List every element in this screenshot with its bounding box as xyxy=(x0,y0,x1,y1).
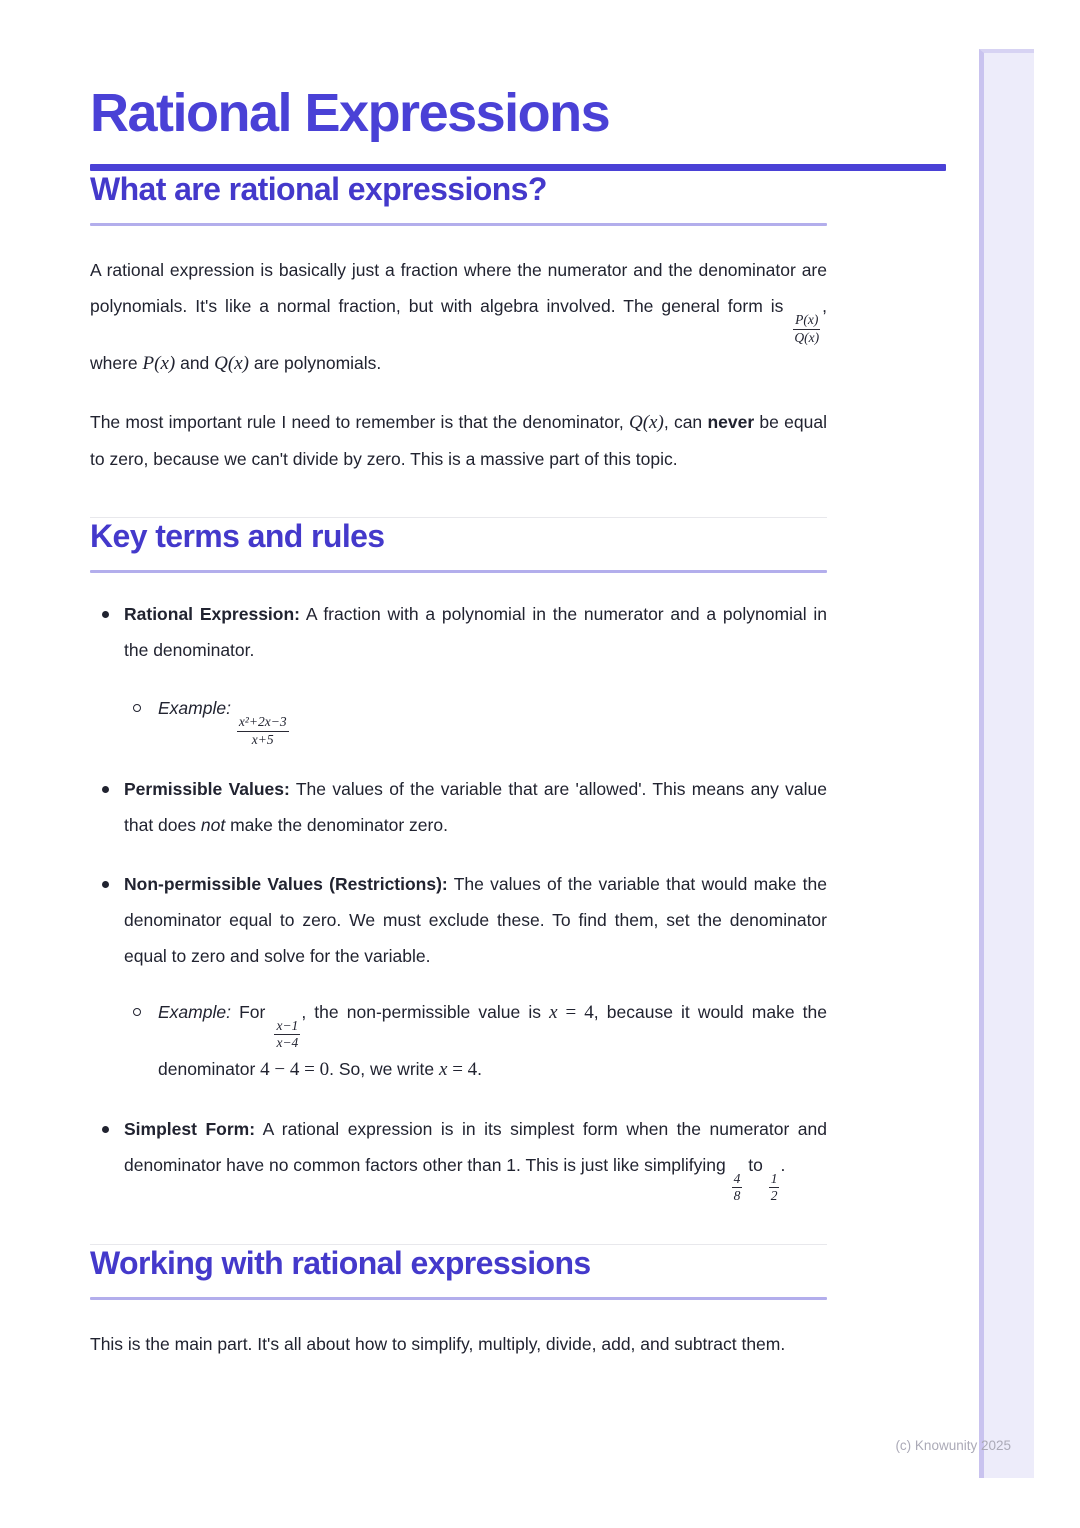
math-run: P(x) xyxy=(142,353,176,375)
example-label: Example: xyxy=(158,1001,231,1022)
paragraph-intro-1 xyxy=(90,252,827,382)
math-run: x xyxy=(439,1058,448,1080)
fraction-numerator: 1 xyxy=(769,1171,780,1188)
fraction-four-eighths xyxy=(731,1171,744,1204)
term-lead: Permissible Values: xyxy=(124,778,290,799)
bullet-dot-icon xyxy=(102,611,109,618)
text-run: , because it would make the denominator xyxy=(158,1001,828,1079)
math-run: 4 − 4 = 0 xyxy=(260,1058,330,1080)
emphasis-not: not xyxy=(200,814,226,835)
fraction-numerator: P(x) xyxy=(793,312,820,329)
text-run: , the non-permissible value is xyxy=(301,1001,550,1022)
section-heading-working: Working with rational expressions xyxy=(90,1245,591,1282)
scrollbar-track[interactable] xyxy=(979,49,1034,1478)
math-run: x xyxy=(549,1001,558,1023)
paragraph-working: This is the main part. It's all about how to simplify, multiply, divide, add, and subtract them. xyxy=(90,1334,786,1355)
paragraph-intro-2 xyxy=(90,404,827,477)
fraction-denominator: 8 xyxy=(733,1188,741,1204)
fraction-one-half xyxy=(768,1171,781,1204)
list-item-rational-expression xyxy=(90,596,827,747)
bullet-dot-icon xyxy=(102,881,109,888)
math-run: = 4 xyxy=(557,1001,594,1023)
fraction-example-1 xyxy=(236,714,290,747)
emphasis-never: never xyxy=(707,412,755,433)
text-run: and xyxy=(175,353,215,374)
bullet-dot-icon xyxy=(102,1126,109,1133)
text-run: A rational expression is basically just a fraction where the numerator and the denominator are polynomials. It's like a normal fraction, but with algebra involved. The general form is xyxy=(90,260,827,317)
fraction-example-2 xyxy=(273,1018,301,1051)
fraction-denominator: x−4 xyxy=(276,1035,299,1051)
text-run: For xyxy=(230,1001,274,1022)
text-run: A fraction with a polynomial in the numerator and a polynomial in the denominator. xyxy=(124,604,827,661)
fraction-numerator: 4 xyxy=(732,1171,743,1188)
watermark: (c) Knowunity 2025 xyxy=(895,1438,1011,1453)
term-lead: Rational Expression: xyxy=(124,604,300,625)
list-item-permissible-values xyxy=(90,771,827,843)
bullet-circle-icon xyxy=(133,704,141,712)
text-run: The values of the variable that are 'allowed'. This means any value that does xyxy=(124,778,827,835)
section-underline xyxy=(90,570,827,573)
math-run: Q(x) xyxy=(629,412,664,434)
title-underline xyxy=(90,164,946,171)
list-item-simplest-form xyxy=(90,1111,827,1204)
fraction-general-form xyxy=(791,312,822,345)
text-run: be equal to zero, because we can't divide by zero. This is a massive part of this topic. xyxy=(90,412,827,470)
section-heading-what: What are rational expressions? xyxy=(90,171,547,208)
bullet-dot-icon xyxy=(102,786,109,793)
bullet-circle-icon xyxy=(133,1008,141,1016)
math-run: = 4 xyxy=(447,1058,478,1080)
text-run: make the denominator zero. xyxy=(225,814,448,835)
text-run: The values of the variable that would make the denominator equal to zero. We must exclude these. To find them, set the denominator equal to zero and solve for the variable. xyxy=(124,873,827,966)
fraction-denominator: x+5 xyxy=(251,731,274,747)
key-terms-list xyxy=(90,596,827,1204)
section-underline xyxy=(90,223,827,226)
term-lead: Non-permissible Values (Restrictions): xyxy=(124,873,448,894)
sub-item-example-2 xyxy=(124,994,827,1088)
text-run: . xyxy=(780,1154,786,1175)
section-heading-key-terms: Key terms and rules xyxy=(90,518,385,555)
text-run: , where xyxy=(90,296,827,374)
page-title: Rational Expressions xyxy=(90,83,610,143)
text-run: to xyxy=(743,1154,768,1175)
fraction-numerator: x²+2x−3 xyxy=(237,714,289,731)
term-lead: Simplest Form: xyxy=(124,1118,256,1139)
sub-item-example-1 xyxy=(124,690,827,747)
text-run: A rational expression is in its simplest form when the numerator and denominator have no common factors other than 1. This is just like simplifying xyxy=(124,1118,827,1175)
text-run: are polynomials. xyxy=(248,353,382,374)
math-run: Q(x) xyxy=(214,353,249,375)
fraction-denominator: 2 xyxy=(770,1188,778,1204)
list-item-non-permissible-values xyxy=(90,866,827,1088)
text-run: , can xyxy=(663,412,708,433)
text-run: . xyxy=(477,1058,483,1079)
example-label: Example: xyxy=(158,698,236,719)
content-column xyxy=(90,0,827,1362)
text-run: . So, we write xyxy=(329,1058,439,1079)
text-run: The most important rule I need to remember is that the denominator, xyxy=(90,412,629,433)
fraction-denominator: Q(x) xyxy=(794,329,820,345)
section-underline xyxy=(90,1297,827,1300)
fraction-numerator: x−1 xyxy=(274,1018,300,1035)
